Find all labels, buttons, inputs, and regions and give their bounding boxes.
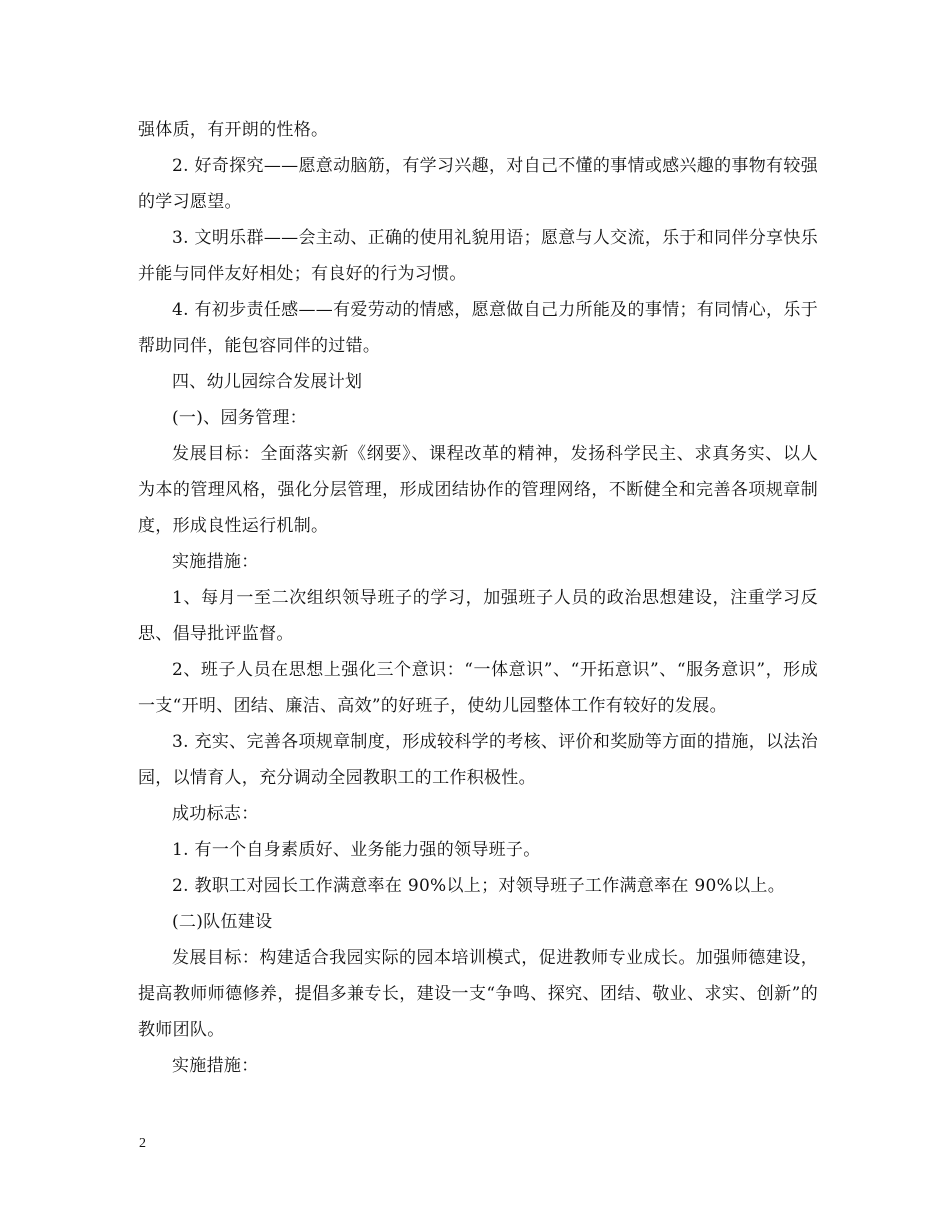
paragraph: 成功标志： bbox=[172, 804, 259, 824]
subsection-heading: (一)、园务管理： bbox=[172, 408, 307, 428]
document-body bbox=[138, 112, 818, 1084]
paragraph: 2、班子人员在思想上强化三个意识：“一体意识”、“开拓意识”、“服务意识”，形成一支“开明、团结、廉洁、高效”的好班子，使幼儿园整体工作有较好的发展。 bbox=[138, 660, 818, 716]
paragraph: 强体质，有开朗的性格。 bbox=[138, 120, 329, 140]
paragraph: 3. 充实、完善各项规章制度，形成较科学的考核、评价和奖励等方面的措施，以法治园，以情育人，充分调动全园教职工的工作积极性。 bbox=[138, 732, 818, 788]
subsection-heading: (二)队伍建设 bbox=[172, 912, 273, 932]
paragraph: 实施措施： bbox=[172, 552, 259, 572]
page-number: 2 bbox=[139, 1136, 146, 1151]
paragraph: 实施措施： bbox=[172, 1056, 259, 1076]
paragraph: 1、每月一至二次组织领导班子的学习，加强班子人员的政治思想建设，注重学习反思、倡导批评监督。 bbox=[138, 588, 818, 644]
paragraph: 4. 有初步责任感——有爱劳动的情感，愿意做自己力所能及的事情；有同情心，乐于帮助同伴，能包容同伴的过错。 bbox=[138, 300, 818, 356]
paragraph: 发展目标：构建适合我园实际的园本培训模式，促进教师专业成长。加强师德建设，提高教师师德修养，提倡多兼专长，建设一支“争鸣、探究、团结、敬业、求实、创新”的教师团队。 bbox=[138, 948, 818, 1040]
paragraph: 2. 好奇探究——愿意动脑筋，有学习兴趣，对自己不懂的事情或感兴趣的事物有较强的学习愿望。 bbox=[138, 156, 818, 212]
paragraph: 1. 有一个自身素质好、业务能力强的领导班子。 bbox=[172, 840, 541, 860]
paragraph: 3. 文明乐群——会主动、正确的使用礼貌用语；愿意与人交流，乐于和同伴分享快乐并能与同伴友好相处；有良好的行为习惯。 bbox=[138, 228, 818, 284]
section-heading: 四、幼儿园综合发展计划 bbox=[172, 372, 363, 392]
paragraph: 2. 教职工对园长工作满意率在 90%以上；对领导班子工作满意率在 90%以上。 bbox=[172, 876, 785, 896]
paragraph: 发展目标：全面落实新《纲要》、课程改革的精神，发扬科学民主、求真务实、以人为本的管理风格，强化分层管理，形成团结协作的管理网络，不断健全和完善各项规章制度，形成良性运行机制。 bbox=[138, 444, 818, 536]
